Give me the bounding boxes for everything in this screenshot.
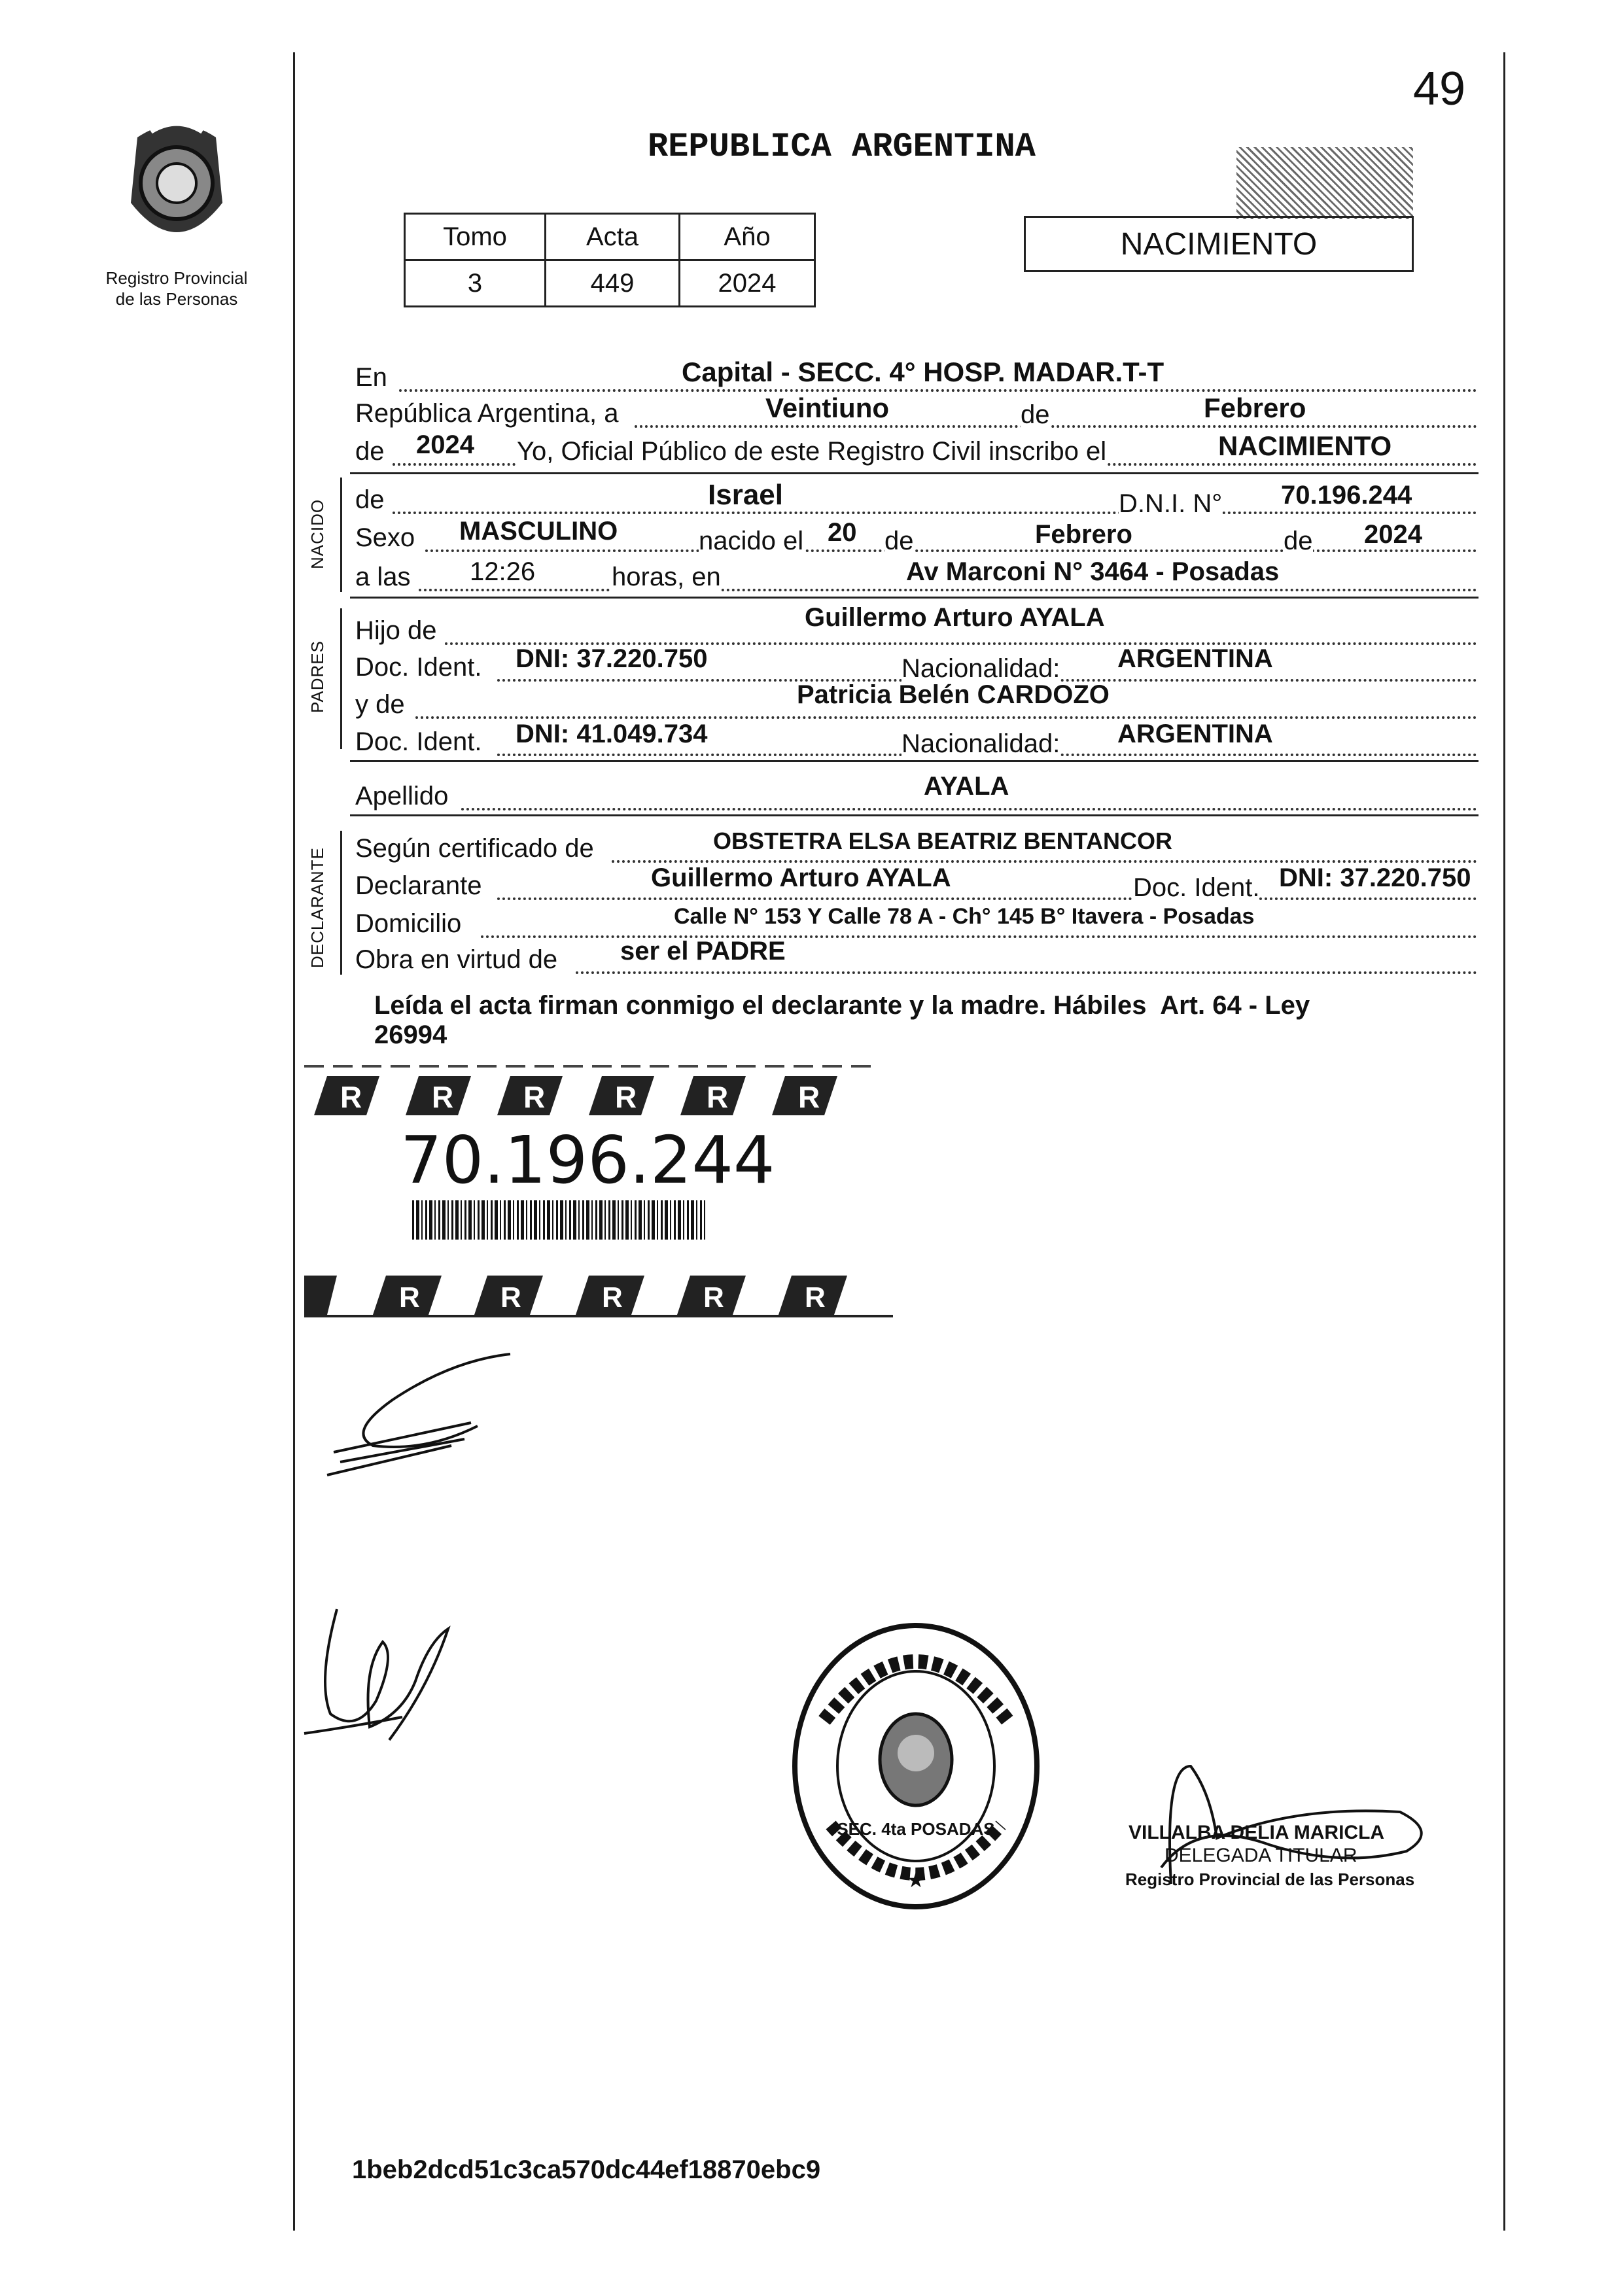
nacido-mes: Febrero: [1035, 520, 1132, 549]
lugar-value: Capital - SECC. 4° HOSP. MADAR.T-T: [682, 357, 1164, 387]
stamp-pattern: [1236, 147, 1413, 219]
registry-label: Registro Provincial: [105, 268, 248, 288]
table-header-anio: Año: [680, 214, 815, 260]
svg-text:R: R: [340, 1080, 362, 1114]
barcode-number: 70.196.244: [400, 1122, 775, 1198]
padre-nombre: Guillermo Arturo AYALA: [805, 603, 1105, 632]
republica-label: República Argentina, a: [355, 399, 619, 428]
svg-text:R: R: [432, 1080, 454, 1114]
svg-text:R: R: [703, 1281, 724, 1313]
apellido-value: AYALA: [924, 772, 1009, 801]
nacido-de3-label: de: [1284, 527, 1313, 555]
apellido-label: Apellido: [355, 782, 449, 810]
svg-text:★: ★: [906, 1868, 926, 1892]
delegada-org: Registro Provincial de las Personas: [1125, 1870, 1415, 1889]
declarante-nombre: Guillermo Arturo AYALA: [651, 863, 951, 892]
svg-text:R: R: [805, 1281, 826, 1313]
declarant-signature: [321, 1348, 530, 1478]
seal-sub-text: SEC. 4ta POSADAS: [837, 1819, 995, 1839]
delegada-name: VILLALBA DELIA MARICLA: [1129, 1822, 1385, 1843]
padre-nac-label: Nacionalidad:: [901, 654, 1060, 683]
dia-value: Veintiuno: [765, 392, 889, 423]
obra-value: ser el PADRE: [620, 937, 786, 965]
svg-text:R: R: [707, 1080, 729, 1114]
sexo-value: MASCULINO: [459, 517, 618, 546]
registry-sublabel: de las Personas: [115, 289, 238, 309]
yde-label: y de: [355, 690, 405, 719]
horas-en-label: horas, en: [612, 563, 721, 591]
mes-value: Febrero: [1204, 392, 1306, 423]
barcode: [412, 1200, 705, 1240]
tipo-value: NACIMIENTO: [1218, 430, 1392, 461]
svg-text:R: R: [615, 1080, 637, 1114]
oficial-text: Yo, Oficial Público de este Registro Civil inscribo el: [517, 437, 1107, 466]
padre-nac: ARGENTINA: [1117, 644, 1273, 673]
madre-nac-label: Nacionalidad:: [901, 729, 1060, 758]
svg-text:R: R: [523, 1080, 546, 1114]
nacido-dia: 20: [828, 518, 857, 547]
nacido-dni: 70.196.244: [1281, 481, 1412, 510]
cert-label: Según certificado de: [355, 834, 594, 863]
svg-text:R: R: [500, 1281, 521, 1313]
nacido-de-label: de: [355, 485, 385, 514]
document-hash: 1beb2dcd51c3ca570dc44ef18870ebc9: [352, 2155, 821, 2184]
right-margin-line: [1503, 52, 1505, 2231]
madre-doc-label: Doc. Ident.: [355, 727, 482, 756]
hora-value: 12:26: [470, 557, 536, 586]
acta-value: 449: [546, 260, 680, 307]
official-seal: [785, 1616, 1047, 1917]
svg-text:R: R: [602, 1281, 623, 1313]
security-band-top: [304, 1056, 880, 1119]
declarante-doc: DNI: 37.220.750: [1279, 863, 1471, 892]
svg-text:R: R: [798, 1080, 820, 1114]
madre-nombre: Patricia Belén CARDOZO: [797, 680, 1110, 709]
section-nacido: NACIDO: [307, 498, 327, 569]
padre-doc: DNI: 37.220.750: [516, 644, 708, 673]
provincia-misiones-logo: [111, 111, 242, 268]
sexo-label: Sexo: [355, 523, 415, 552]
en-label: En: [355, 363, 387, 392]
obra-label: Obra en virtud de: [355, 945, 558, 974]
nacido-el-label: nacido el: [699, 527, 804, 555]
padre-doc-label: Doc. Ident.: [355, 653, 482, 682]
domicilio-label: Domicilio: [355, 909, 462, 938]
anio-value-text: 2024: [416, 430, 474, 459]
table-header-tomo: Tomo: [405, 214, 546, 260]
nacido-lugar: Av Marconi N° 3464 - Posadas: [906, 557, 1280, 586]
madre-nac: ARGENTINA: [1117, 720, 1273, 748]
delegada-title: DELEGADA TITULAR: [1164, 1845, 1357, 1866]
section-padres: PADRES: [307, 640, 327, 713]
mother-signature: [298, 1603, 468, 1747]
nacido-nombre: Israel: [708, 479, 783, 511]
table-header-acta: Acta: [546, 214, 680, 260]
page-title: REPUBLICA ARGENTINA: [648, 128, 1036, 166]
page-number: 49: [1413, 63, 1466, 115]
declarante-label: Declarante: [355, 871, 482, 900]
tomo-value: 3: [405, 260, 546, 307]
hijo-label: Hijo de: [355, 616, 437, 645]
left-margin-line: [293, 52, 295, 2231]
declarante-doc-label: Doc. Ident.: [1133, 873, 1260, 902]
section-declarante: DECLARANTE: [307, 847, 327, 968]
cert-value: OBSTETRA ELSA BEATRIZ BENTANCOR: [713, 827, 1172, 854]
dni-label: D.N.I. N°: [1119, 489, 1223, 518]
madre-doc: DNI: 41.049.734: [516, 720, 708, 748]
volume-table: [404, 213, 816, 307]
anio-value: 2024: [680, 260, 815, 307]
domicilio-value: Calle N° 153 Y Calle 78 A - Ch° 145 B° Itavera - Posadas: [674, 904, 1255, 929]
de-label: de: [1021, 400, 1050, 429]
nota-line-1: Leída el acta firman conmigo el declarante y la madre. Hábiles Art. 64 - Ley: [374, 991, 1310, 1020]
doc-type-box: [1024, 216, 1414, 272]
nacido-anio: 2024: [1364, 520, 1422, 549]
hora-label: a las: [355, 563, 411, 591]
security-band-bottom: [304, 1269, 893, 1321]
nota-line-2: 26994: [374, 1020, 447, 1049]
doc-type: NACIMIENTO: [1120, 226, 1318, 262]
de2-label: de: [355, 437, 385, 466]
svg-text:R: R: [399, 1281, 420, 1313]
nacido-de2-label: de: [884, 527, 914, 555]
